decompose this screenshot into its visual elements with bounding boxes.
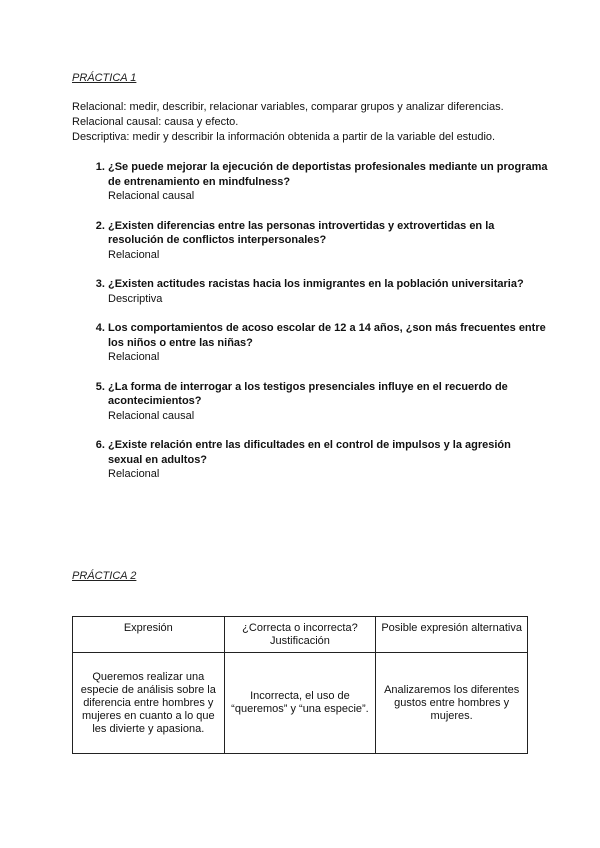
expression-table xyxy=(72,616,528,754)
definitions-block xyxy=(72,100,542,145)
questions-list xyxy=(88,160,548,497)
practice-1-heading: PRÁCTICA 1 xyxy=(72,72,137,84)
practice-2-heading: PRÁCTICA 2 xyxy=(72,570,137,582)
question-text: 3. ¿Existen actitudes racistas hacia los inmigrantes en la población universitaria? xyxy=(108,278,524,290)
question-text: 6. ¿Existe relación entre las dificultades en el control de impulsos y la agresión sexual en adultos? xyxy=(108,439,511,466)
question-answer: Descriptiva xyxy=(108,292,163,305)
header-alternative: Posible expresión alternativa xyxy=(376,617,528,653)
question-text: 5. ¿La forma de interrogar a los testigos presenciales influye en el recuerdo de acontecimientos? xyxy=(108,380,508,407)
cell-expression: Queremos realizar una especie de análisis sobre la diferencia entre hombres y mujeres en cuanto a lo que les divierte y apasiona. xyxy=(73,653,225,754)
list-item xyxy=(108,380,548,424)
list-item xyxy=(108,321,548,365)
definition-relational: Relacional: medir, describir, relacionar variables, comparar grupos y analizar diferencias. xyxy=(72,101,504,113)
list-item xyxy=(108,277,548,306)
question-answer: Relacional xyxy=(108,248,160,261)
list-item xyxy=(108,160,548,204)
list-item xyxy=(108,438,548,482)
header-expression: Expresión xyxy=(73,617,225,653)
definition-descriptive: Descriptiva: medir y describir la información obtenida a partir de la variable del estudio. xyxy=(72,131,496,143)
definition-causal: Relacional causal: causa y efecto. xyxy=(72,116,239,128)
question-text: 1. ¿Se puede mejorar la ejecución de deportistas profesionales mediante un programa de entrenamiento en mindfulness? xyxy=(108,161,548,188)
table-row xyxy=(73,653,528,754)
list-item xyxy=(108,219,548,263)
cell-justification: Incorrecta, el uso de “queremos” y “una especie”. xyxy=(224,653,376,754)
question-text: 4. Los comportamientos de acoso escolar de 12 a 14 años, ¿son más frecuentes entre los niños o entre las niñas? xyxy=(108,322,546,349)
question-answer: Relacional causal xyxy=(108,190,195,202)
question-answer: Relacional xyxy=(108,468,160,480)
cell-alternative: Analizaremos los diferentes gustos entre hombres y mujeres. xyxy=(376,653,528,754)
question-text: 2. ¿Existen diferencias entre las personas introvertidas y extrovertidas en la resolución de conflictos interpersonales? xyxy=(108,219,495,246)
header-justification: ¿Correcta o incorrecta? Justificación xyxy=(224,617,376,653)
question-answer: Relacional xyxy=(108,351,160,363)
question-answer: Relacional causal xyxy=(108,409,195,422)
table-header-row xyxy=(73,617,528,653)
